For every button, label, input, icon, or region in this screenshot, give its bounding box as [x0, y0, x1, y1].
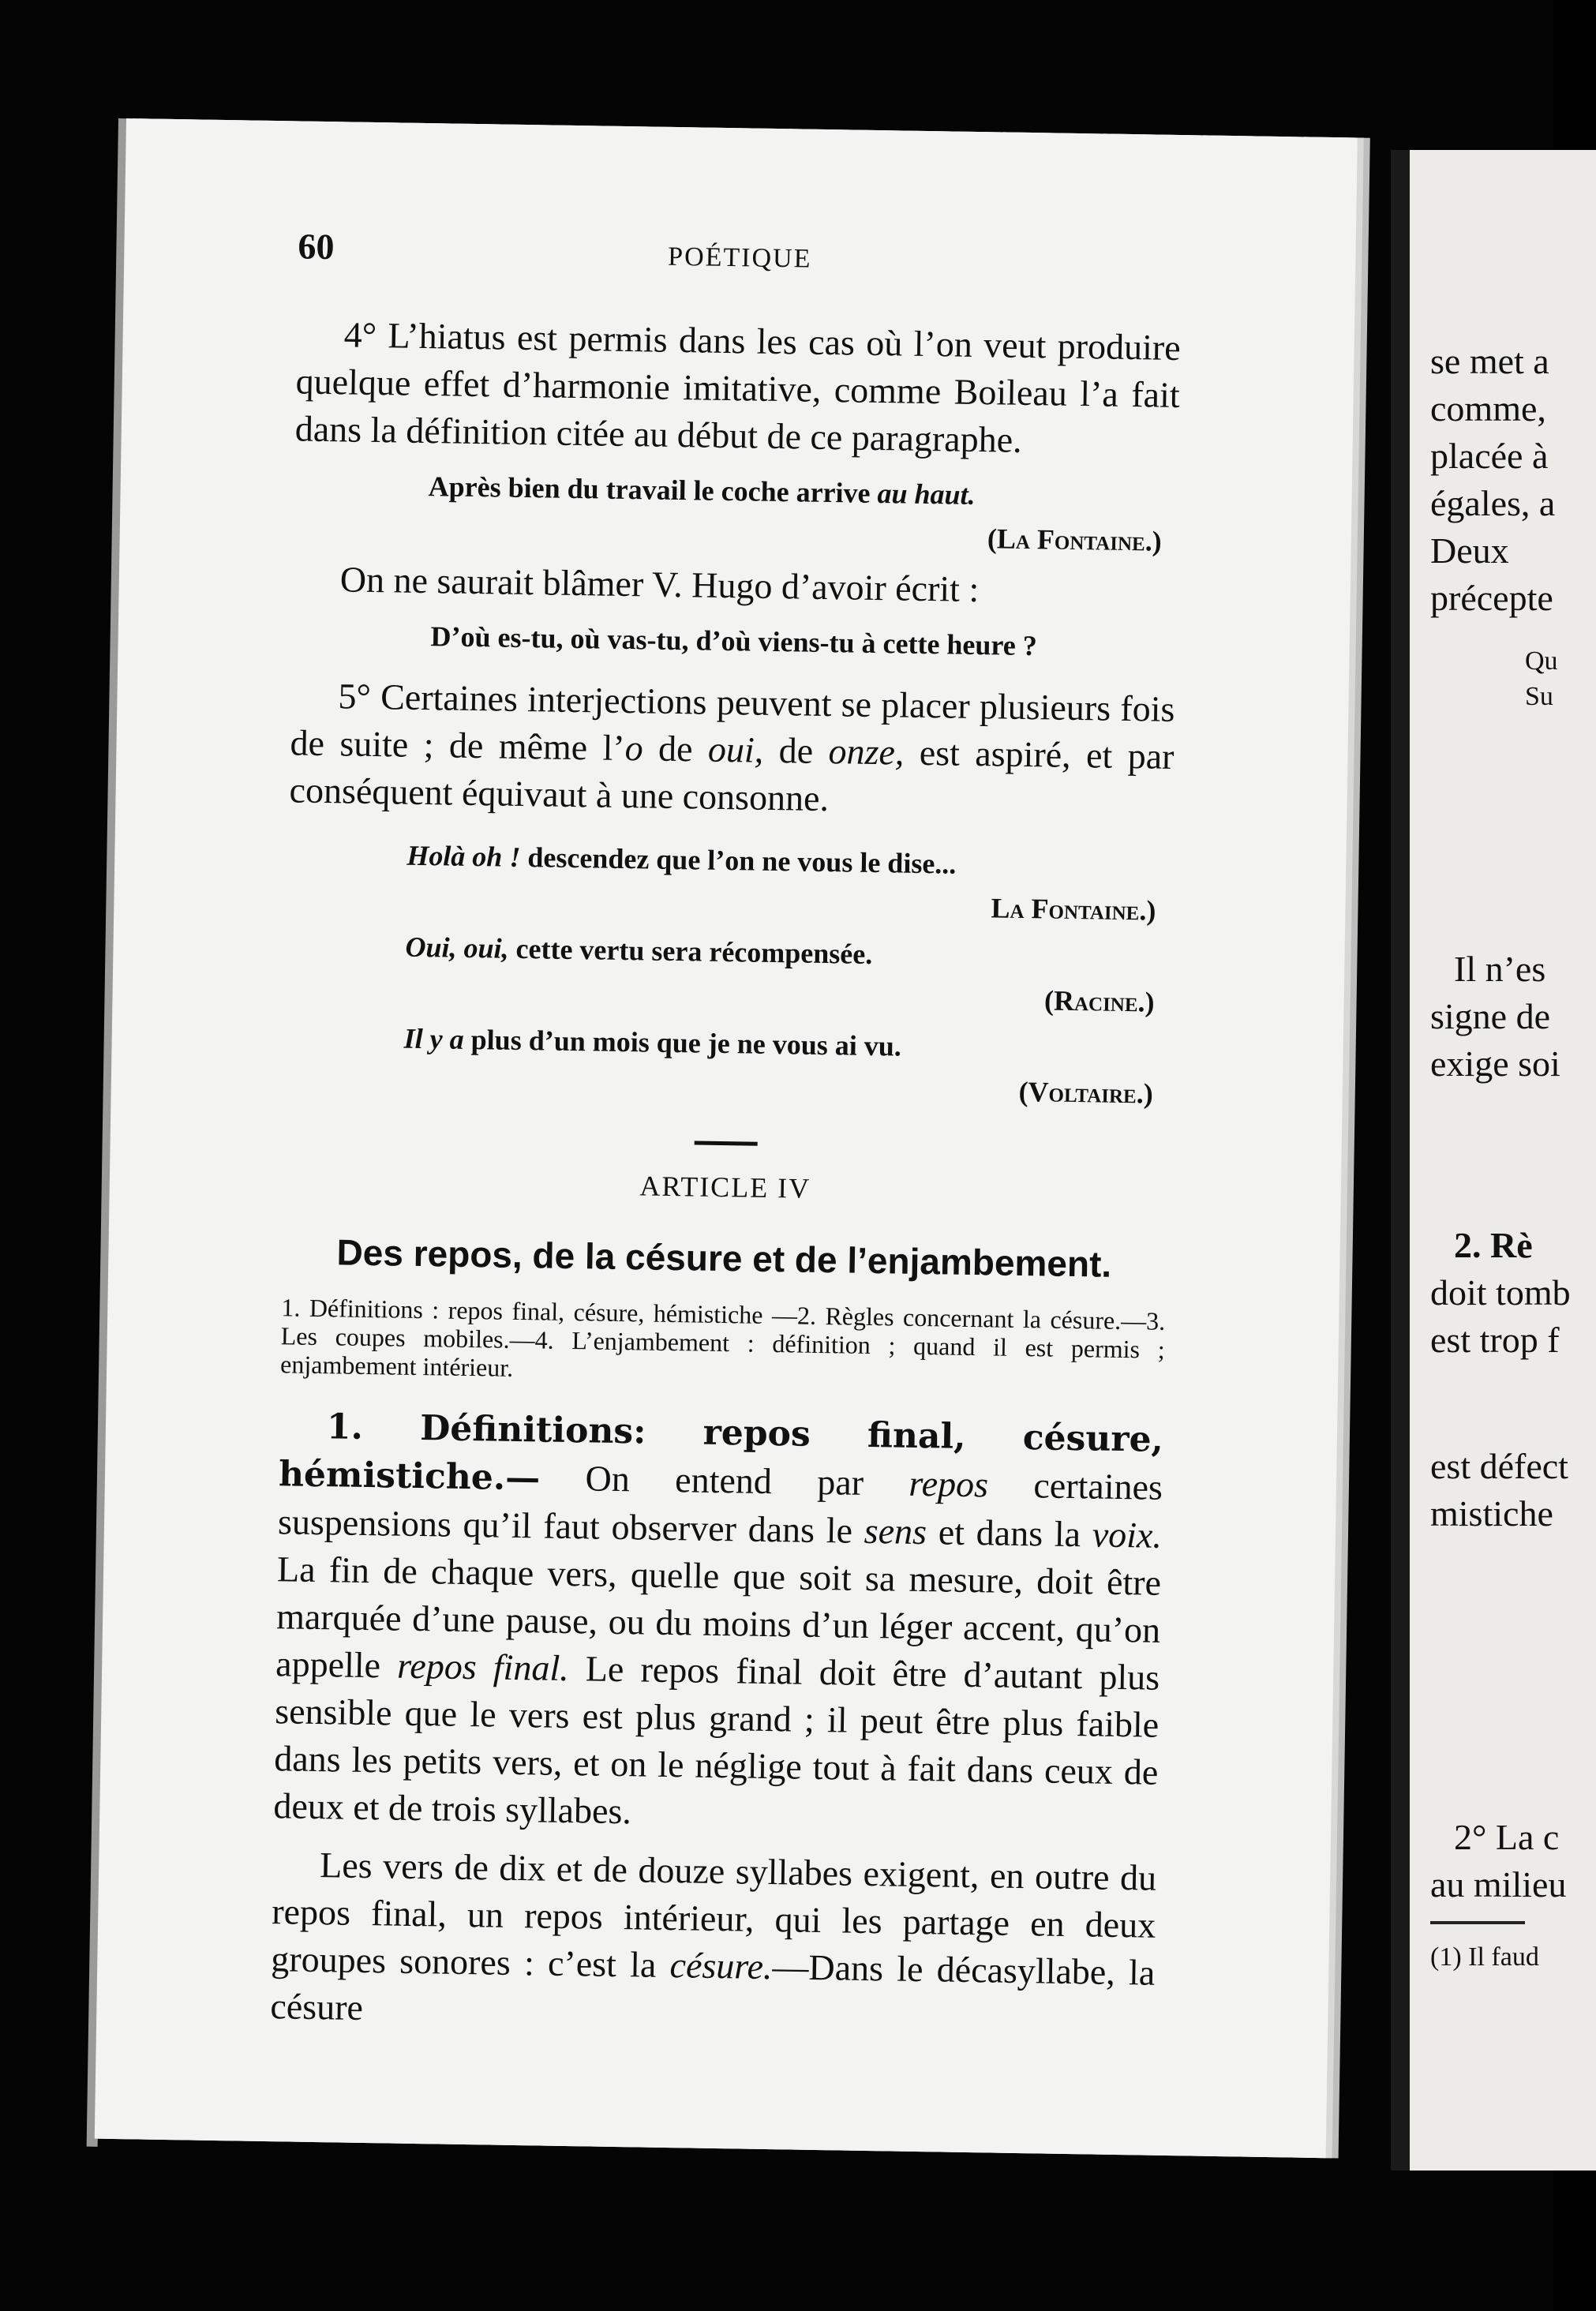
- facing-line: au milieu: [1430, 1864, 1567, 1905]
- text-run: est aspiré, et par conséquent équivaut à une consonne.: [289, 732, 1175, 819]
- quote-italic: Holà oh !: [406, 839, 521, 873]
- italic-run: oui,: [707, 729, 764, 770]
- facing-line: Su: [1525, 682, 1553, 711]
- facing-line: est défect: [1430, 1446, 1568, 1486]
- quote-text: Après bien du travail le coche arrive: [428, 470, 871, 509]
- facing-line: Il n’es: [1454, 949, 1546, 989]
- facing-line: mistiche: [1430, 1493, 1553, 1534]
- section-rule: [695, 1141, 758, 1145]
- text-run: On entend par: [539, 1457, 909, 1504]
- italic-run: onze,: [828, 731, 905, 773]
- running-title: POÉTIQUE: [667, 242, 812, 274]
- text-run: certaines suspensions qu’il faut observer dans le: [277, 1464, 1163, 1551]
- facing-line: placée à: [1430, 436, 1549, 476]
- facing-line: doit tomb: [1430, 1272, 1571, 1313]
- page-body: [270, 310, 1181, 2054]
- text-run: —Dans le décasyllabe, la césure: [270, 1946, 1156, 2028]
- cesure-paragraph: [270, 1841, 1157, 2044]
- quotation: [405, 927, 1171, 979]
- italic-run: repos: [909, 1463, 989, 1505]
- facing-line: exige soi: [1430, 1043, 1560, 1084]
- quotation: [428, 466, 1178, 519]
- definitions-paragraph: [273, 1402, 1163, 1844]
- paragraph-5: [289, 672, 1175, 828]
- page-header: [298, 225, 1182, 287]
- facing-line: se met a: [1430, 341, 1549, 381]
- facing-page: [1391, 150, 1596, 2171]
- facing-line: signe de: [1430, 996, 1551, 1036]
- italic-run: sens: [864, 1510, 927, 1553]
- quote-attribution: (Voltaire.): [1018, 1075, 1154, 1110]
- italic-run: voix.: [1092, 1514, 1163, 1556]
- quote-attribution: La Fontaine.): [991, 892, 1156, 927]
- quote-italic: au haut.: [877, 478, 976, 511]
- text-run: Les vers de dix et de douze syllabes exigent, en outre du repos final, un repos intérieur, qui les partage en deux groupes sonores : c’est la: [270, 1845, 1157, 1986]
- quote-italic: Oui, oui,: [405, 931, 509, 964]
- text-run: 5° Certaines interjections peuvent se placer plusieurs fois de suite ; de même l’: [290, 676, 1175, 769]
- facing-line: est trop f: [1430, 1320, 1560, 1360]
- book-page: [95, 118, 1358, 2158]
- quote-attribution: (Racine.): [1043, 984, 1155, 1018]
- italic-run: césure.: [669, 1945, 773, 1987]
- text-run: Le repos final doit être d’autant plus sensible que le vers est plus grand ; il peut être plus faible dans les petits vers, et on le néglige tout à fait dans ceux de deux et de trois syllabes.: [273, 1648, 1160, 1832]
- paragraph-4: 4° L’hiatus est permis dans les cas où l’on veut produire quelque effet d’harmonie imitative, comme Boileau l’a fait dans la définition citée au début de ce paragraphe.: [294, 314, 1182, 460]
- facing-footnote: (1) Il faud: [1430, 1942, 1539, 1972]
- text-run: de: [762, 729, 829, 772]
- facing-line: 2. Rè: [1454, 1225, 1533, 1265]
- article-label: ARTICLE IV: [639, 1170, 811, 1204]
- section-summary: 1. Définitions : repos final, césure, hémistiche —2. Règles concernant la césure.—3. Les coupes mobiles.—4. L’enjambement : définition ; quand il est permis ; enjambement intérieur.: [279, 1293, 1166, 1382]
- hugo-intro: On ne saurait blâmer V. Hugo d’avoir écrit :: [339, 559, 980, 610]
- quotation: [406, 835, 1173, 888]
- quote-text: cette vertu sera récompensée.: [508, 932, 873, 970]
- text-run: de: [643, 728, 709, 770]
- italic-run: repos final.: [396, 1645, 570, 1689]
- quotation: D’où es-tu, où vas-tu, d’où viens-tu à cette heure ?: [430, 620, 1038, 662]
- page-gutter: [1391, 150, 1410, 2171]
- quotation: [403, 1018, 1170, 1071]
- facing-line: 2° La c: [1454, 1817, 1560, 1857]
- facing-line: Qu: [1525, 646, 1558, 676]
- section-title: Des repos, de la césure et de l’enjambement.: [336, 1231, 1112, 1285]
- text-run: et dans la: [926, 1511, 1093, 1555]
- facing-line: comme,: [1430, 388, 1546, 429]
- subsection-heading: 1. Définitions: repos final, césure, hémistiche.—: [278, 1406, 1164, 1499]
- page-number: 60: [298, 226, 335, 268]
- text-run: La fin de chaque vers, quelle que soit sa mesure, doit être marquée d’une pause, ou du moins d’un léger accent, qu’on appelle: [275, 1549, 1162, 1686]
- quote-italic: Il y a: [403, 1022, 465, 1055]
- quote-text: descendez que l’on ne vous le dise...: [520, 841, 957, 880]
- italic-run: o: [624, 728, 644, 769]
- footnote-rule: [1430, 1921, 1525, 1924]
- quote-attribution: (La Fontaine.): [987, 523, 1163, 557]
- facing-line: précepte: [1430, 578, 1553, 618]
- facing-line: Deux: [1430, 530, 1509, 571]
- quote-text: plus d’un mois que je ne vous ai vu.: [463, 1023, 902, 1062]
- facing-line: égales, a: [1430, 483, 1556, 523]
